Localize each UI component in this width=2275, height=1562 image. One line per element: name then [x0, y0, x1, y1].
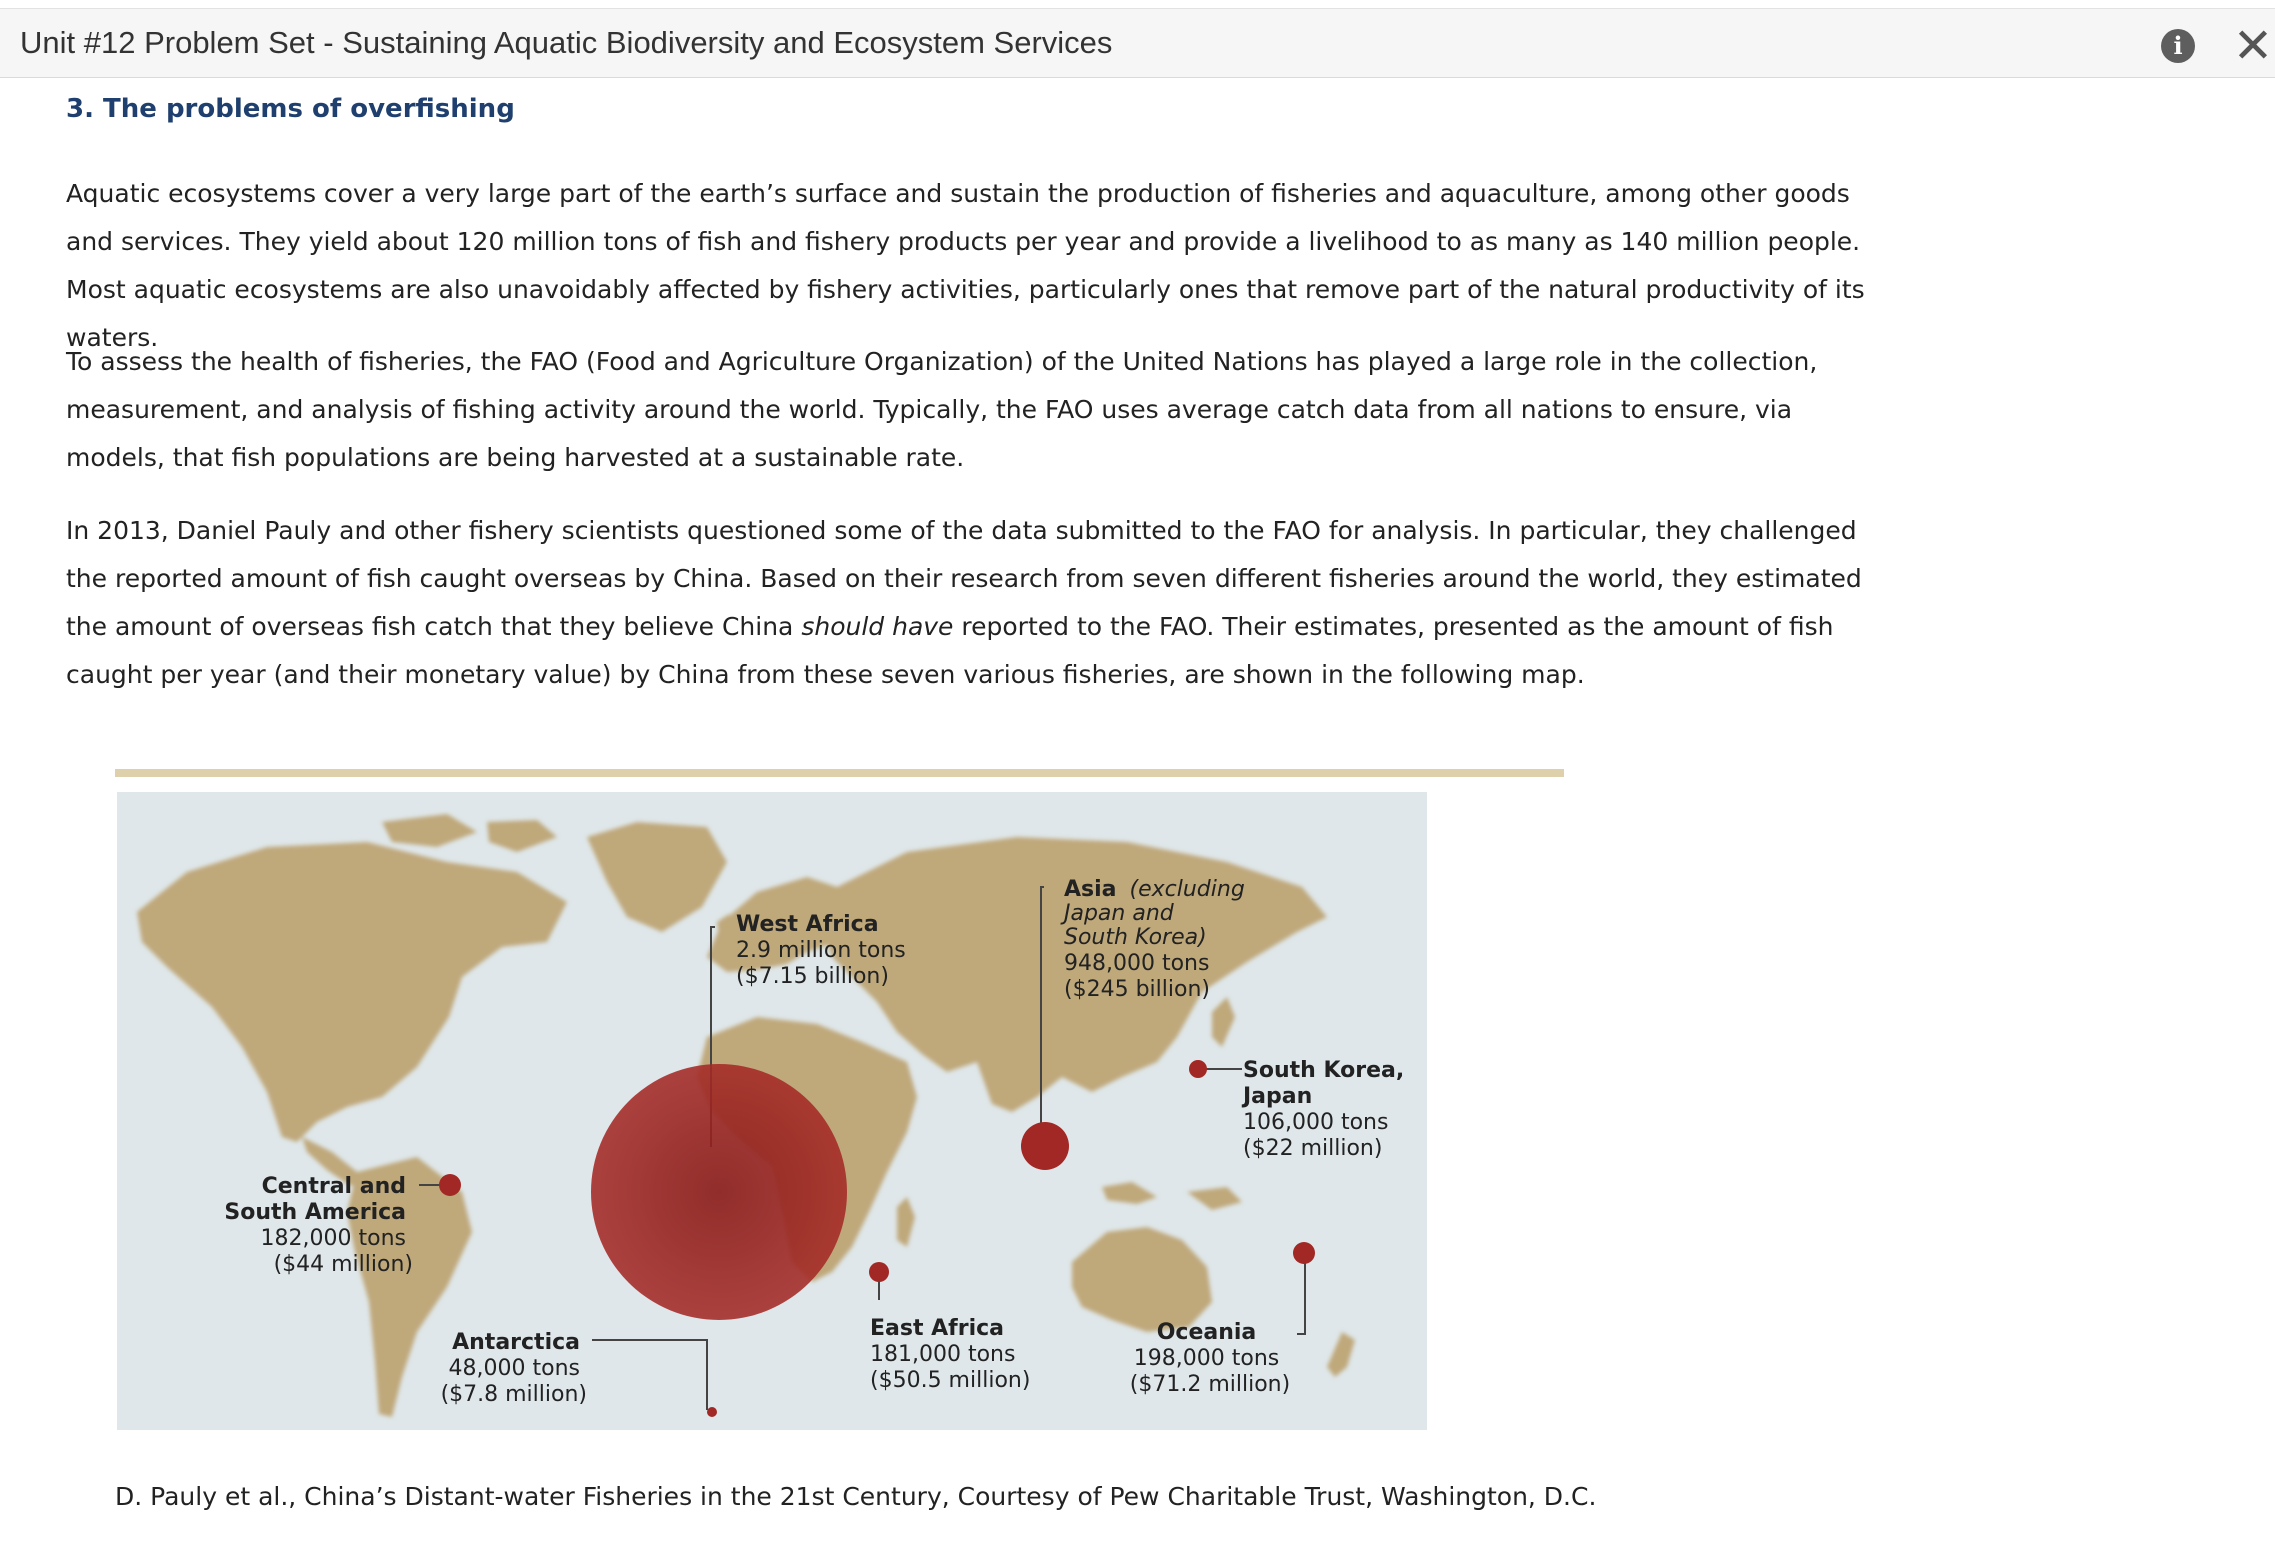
west-africa-name: West Africa [736, 912, 879, 937]
antarctica-name: Antarctica [452, 1330, 580, 1355]
korea-japan-name-1: South Korea, [1243, 1058, 1405, 1083]
east-africa-tons: 181,000 tons [870, 1342, 1016, 1367]
asia-note-1: (excluding [1129, 877, 1245, 902]
info-icon[interactable]: i [2161, 29, 2195, 63]
fisheries-map [117, 792, 1427, 1430]
asia-name: Asia [1064, 877, 1117, 902]
west-africa-tons: 2.9 million tons [736, 938, 906, 963]
close-icon[interactable]: ✕ [2232, 18, 2274, 74]
oceania-value: ($71.2 million) [1129, 1372, 1291, 1397]
label-east-africa [870, 1316, 1030, 1393]
bubble-korea-japan [1189, 1060, 1207, 1078]
bubble-central-america [439, 1174, 461, 1196]
bubble-asia [1021, 1122, 1069, 1170]
west-africa-value: ($7.15 billion) [736, 964, 889, 989]
paragraph-3-text-a: In 2013, Daniel Pauly and other fishery scientists questioned some of the data submitted to the FAO for analysis. In particular, they challenged the reported amount of fish caught overseas by China. Based on their research from seven different fisheries around the world, they estimated the amount of overseas fish catch that they believe China [66, 516, 1862, 641]
antarctica-tons: 48,000 tons [448, 1356, 580, 1381]
east-africa-value: ($50.5 million) [870, 1368, 1031, 1393]
antarctica-value: ($7.8 million) [440, 1382, 587, 1407]
label-antarctica [441, 1330, 587, 1407]
asia-value: ($245 billion) [1064, 977, 1210, 1002]
korea-japan-tons: 106,000 tons [1243, 1110, 1389, 1135]
central-america-value: ($44 million) [273, 1252, 413, 1277]
bubble-west-africa [591, 1064, 847, 1320]
title-bar [0, 8, 2275, 78]
central-america-tons: 182,000 tons [260, 1226, 406, 1251]
bubble-east-africa [869, 1262, 889, 1282]
east-africa-name: East Africa [870, 1316, 1005, 1341]
asia-note-2: Japan and [1064, 901, 1174, 926]
figure-caption: D. Pauly et al., China’s Distant-water Fisheries in the 21st Century, Courtesy of Pew Charitable Trust, Washington, D.C. [115, 1482, 1597, 1511]
paragraph-1: Aquatic ecosystems cover a very large part of the earth’s surface and sustain the production of fisheries and aquaculture, among other goods and services. They yield about 120 million tons of fish and fishery products per year and provide a livelihood to as many as 140 million people. Most aquatic ecosystems are also unavoidably affected by fishery activities, particularly ones that remove part of the natural productivity of its waters. [66, 179, 1865, 352]
central-america-name-2: South America [224, 1200, 406, 1225]
question-heading: 3. The problems of overfishing [66, 94, 515, 124]
paragraph-3-emphasis: should have [801, 612, 954, 641]
paragraph-3 [66, 507, 1896, 699]
window-title: Unit #12 Problem Set - Sustaining Aquatic Biodiversity and Ecosystem Services [20, 25, 1113, 60]
central-america-name-1: Central and [261, 1174, 406, 1199]
korea-japan-name-2: Japan [1243, 1084, 1313, 1109]
oceania-tons: 198,000 tons [1133, 1346, 1280, 1371]
bubble-oceania [1293, 1242, 1315, 1264]
oceania-name: Oceania [1156, 1320, 1257, 1345]
paragraph-2: To assess the health of fisheries, the FAO (Food and Agriculture Organization) of the United Nations has played a large role in the collection, measurement, and analysis of fishing activity around the world. Typically, the FAO uses average catch data from all nations to ensure, via models, that fish populations are being harvested at a sustainable rate. [66, 347, 1818, 472]
asia-tons: 948,000 tons [1064, 951, 1210, 976]
bubble-antarctica [707, 1407, 717, 1417]
paragraph-3-text-b: reported to the FAO. Their estimates, presented as the amount of fish caught per year (and their monetary value) by China from these seven various fisheries, are shown in the following map. [66, 612, 1834, 689]
figure-divider [115, 769, 1564, 777]
korea-japan-value: ($22 million) [1243, 1136, 1383, 1161]
asia-note-3: South Korea) [1064, 925, 1207, 950]
